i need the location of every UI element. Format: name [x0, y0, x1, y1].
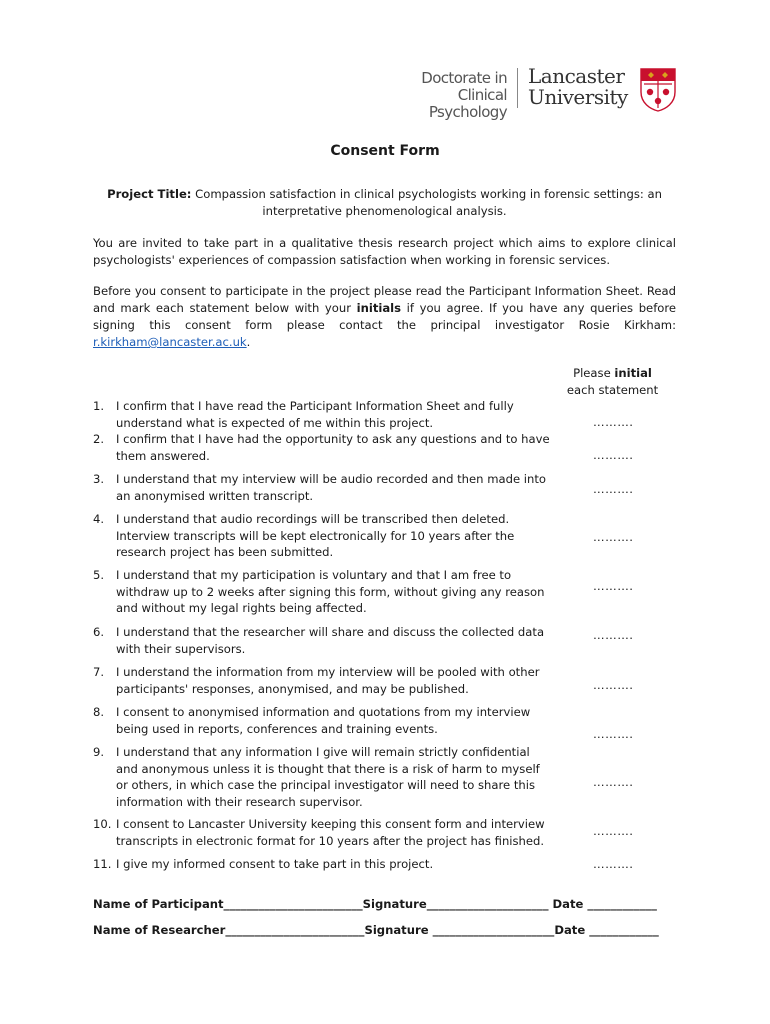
- doctorate-line-2: Clinical Psychology: [428, 86, 507, 121]
- statement-item: [93, 816, 553, 849]
- doctorate-line-1: Doctorate in: [421, 69, 507, 87]
- statement-text: I give my informed consent to take part in this project.: [116, 857, 434, 871]
- initial-header-text-1: Please: [573, 366, 615, 380]
- statement-number: 4.: [93, 512, 105, 526]
- initial-field[interactable]: ……….: [593, 727, 634, 741]
- instructions-paragraph: [93, 283, 676, 351]
- statement-text: I confirm that I have read the Participant Information Sheet and fully understand what is expected of me within this project.: [116, 399, 514, 430]
- statement-text: I understand that my interview will be audio recorded and then made into an anonymised written transcript.: [116, 472, 546, 503]
- statement-number: 11.: [93, 857, 112, 871]
- statement-item: [93, 704, 553, 737]
- initial-field[interactable]: ……….: [593, 579, 634, 593]
- statement-item: [93, 624, 553, 657]
- statement-number: 7.: [93, 665, 105, 679]
- contact-email-link[interactable]: r.kirkham@lancaster.ac.uk: [93, 335, 247, 349]
- initial-field[interactable]: ……….: [593, 482, 634, 496]
- project-title: [93, 186, 676, 220]
- statement-item: [93, 431, 553, 464]
- initial-header-text-2: each statement: [566, 383, 659, 397]
- statement-text: I consent to anonymised information and quotations from my interview being used in reports, conferences and training events.: [116, 705, 531, 736]
- statement-number: 9.: [93, 745, 105, 759]
- statement-item: [93, 664, 553, 697]
- statement-number: 8.: [93, 705, 105, 719]
- university-logo: [376, 64, 686, 121]
- statement-text: I understand that audio recordings will be transcribed then deleted. Interview transcripts will be kept electronically for 10 years after the research project has been submitted.: [116, 512, 515, 559]
- statement-number: 1.: [93, 399, 105, 413]
- university-wordmark: [528, 66, 628, 108]
- doctorate-wordmark: [379, 70, 507, 121]
- initial-field[interactable]: ……….: [593, 415, 634, 429]
- initial-field[interactable]: ……….: [593, 824, 634, 838]
- researcher-signature-line[interactable]: Name of Researcher________________________Signature _____________________Date ____________: [93, 923, 659, 937]
- university-line-1: Lancaster: [528, 64, 625, 88]
- statement-number: 5.: [93, 568, 105, 582]
- page-title: Consent Form: [330, 143, 440, 159]
- initial-field[interactable]: ……….: [593, 857, 634, 871]
- statement-number: 6.: [93, 625, 105, 639]
- university-line-2: University: [528, 85, 628, 109]
- logo-divider: [517, 68, 518, 108]
- statement-item: [93, 398, 553, 431]
- statement-item: [93, 567, 553, 617]
- statement-text: I understand that any information I give will remain strictly confidential and anonymous unless it is thought that there is a risk of harm to myself or others, in which case the principal investigator will need to share this information with their research supervisor.: [116, 745, 540, 809]
- initial-field[interactable]: ……….: [593, 448, 634, 462]
- initial-field[interactable]: ……….: [593, 628, 634, 642]
- statement-number: 2.: [93, 432, 105, 446]
- statement-number: 10.: [93, 817, 112, 831]
- statement-item: [93, 511, 553, 561]
- statement-text: I understand that the researcher will share and discuss the collected data with their supervisors.: [116, 625, 545, 656]
- intro-paragraph: You are invited to take part in a qualitative thesis research project which aims to explore clinical psychologists' experiences of compassion satisfaction when working in forensic services.: [93, 236, 676, 267]
- statement-number: 3.: [93, 472, 105, 486]
- initial-field[interactable]: ……….: [593, 530, 634, 544]
- participant-signature-line[interactable]: Name of Participant________________________Signature_____________________ Date ____________: [93, 897, 657, 911]
- initial-field[interactable]: ……….: [593, 678, 634, 692]
- project-title-label: Project Title:: [107, 187, 192, 201]
- statement-text: I consent to Lancaster University keeping this consent form and interview transcripts in electronic format for 10 years after the project has finished.: [116, 817, 545, 848]
- instructions-text-2: if you agree. If you have any queries before signing this consent form please contact the principal investigator Rosie Kirkham:: [93, 301, 677, 332]
- statement-text: I understand the information from my interview will be pooled with other participants' responses, anonymised, and may be published.: [116, 665, 540, 696]
- instructions-bold: initials: [356, 301, 402, 315]
- instructions-end: .: [246, 335, 251, 349]
- initial-column-header: [560, 365, 665, 399]
- statement-item: [93, 471, 553, 504]
- statement-text: I confirm that I have had the opportunity to ask any questions and to have them answered.: [116, 432, 550, 463]
- initial-field[interactable]: ……….: [593, 775, 634, 789]
- project-title-text: Compassion satisfaction in clinical psychologists working in forensic settings: an interpretative phenomenological analysis.: [191, 187, 662, 218]
- statement-item: [93, 744, 553, 810]
- statement-text: I understand that my participation is voluntary and that I am free to withdraw up to 2 weeks after signing this form, without giving any reason and without my legal rights being affected.: [116, 568, 545, 615]
- instructions-text-1: Before you consent to participate in the project please read the Participant Information Sheet. Read and mark each statement below with your: [93, 284, 676, 315]
- crest-icon: [640, 68, 676, 112]
- initial-header-bold: initial: [614, 366, 652, 380]
- statement-item: [93, 856, 553, 873]
